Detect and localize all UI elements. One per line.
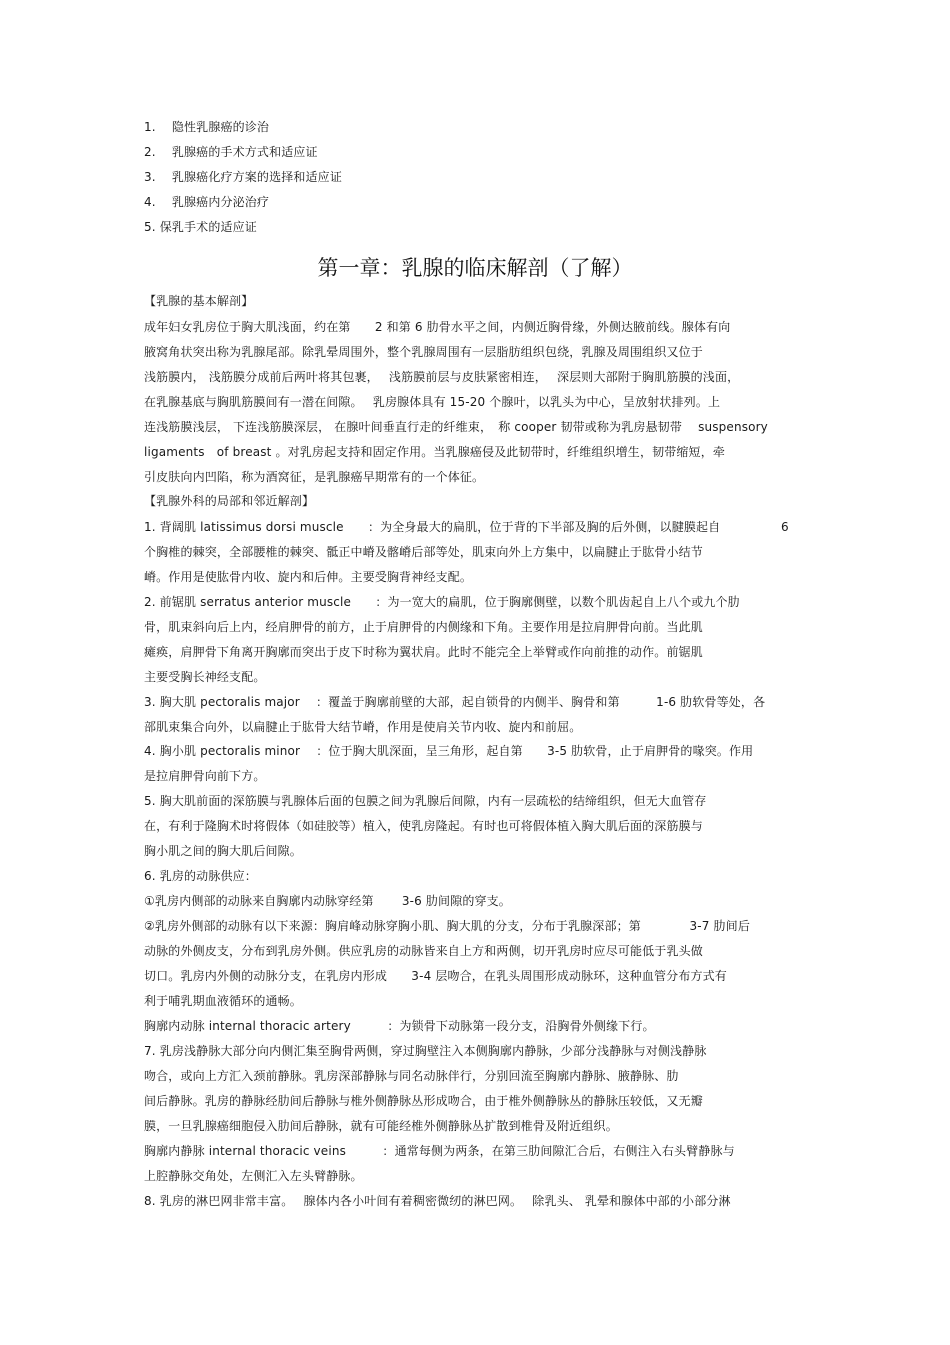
- section-heading: 【乳腺外科的局部和邻近解剖】: [144, 494, 315, 508]
- paragraph-line: 腋窝角状突出称为乳腺尾部。除乳晕周围外，整个乳腺周围有一层脂肪组织包绕，乳腺及周围组织又位于: [144, 345, 703, 359]
- paragraph-line: 间后静脉。乳房的静脉经肋间后静脉与椎外侧静脉丛形成吻合，由于椎外侧静脉丛的静脉压较低，又无瓣: [144, 1094, 703, 1108]
- paragraph-line: 吻合，或向上方汇入颈前静脉。乳房深部静脉与同名动脉伴行，分别回流至胸廓内静脉、腋静脉、肋: [144, 1069, 679, 1083]
- paragraph-line: 胸廓内静脉 internal thoracic veins ：通常每侧为两条，在第三肋间隙汇合后，右侧注入右头臂静脉与: [144, 1144, 735, 1158]
- paragraph-line: 7. 乳房浅静脉大部分向内侧汇集至胸骨两侧，穿过胸壁注入本侧胸廓内静脉，少部分浅静脉与对侧浅静脉: [144, 1044, 707, 1058]
- paragraph-line: 胸廓内动脉 internal thoracic artery ：为锁骨下动脉第一段分支，沿胸骨外侧缘下行。: [144, 1019, 655, 1033]
- paragraph-line: 胸小肌之间的胸大肌后间隙。: [144, 844, 302, 858]
- chapter-title: 第一章：乳腺的临床解剖（了解）: [317, 256, 633, 280]
- toc-item: 1. 隐性乳腺癌的诊治: [144, 120, 270, 134]
- paragraph-line: 4. 胸小肌 pectoralis minor ：位于胸大肌深面，呈三角形，起自第 3-5 肋软骨，止于肩胛骨的喙突。作用: [144, 744, 754, 758]
- paragraph-line: 浅筋膜内， 浅筋膜分成前后两叶将其包裹， 浅筋膜前层与皮肤紧密相连， 深层则大部附于胸肌筋膜的浅面，: [144, 370, 740, 384]
- paragraph-line: ①乳房内侧部的动脉来自胸廓内动脉穿经第 3-6 肋间隙的穿支。: [144, 894, 511, 908]
- paragraph-line: 在，有利于隆胸术时将假体（如硅胶等）植入，使乳房隆起。有时也可将假体植入胸大肌后面的深筋膜与: [144, 819, 703, 833]
- paragraph-line: 膜，一旦乳腺癌细胞侵入肋间后静脉，就有可能经椎外侧静脉丛扩散到椎骨及附近组织。: [144, 1119, 618, 1133]
- paragraph-line: 动脉的外侧皮支，分布到乳房外侧。供应乳房的动脉皆来自上方和两侧，切开乳房时应尽可能低于乳头做: [144, 944, 703, 958]
- paragraph-line: 是拉肩胛骨向前下方。: [144, 769, 266, 783]
- paragraph-line: 5. 胸大肌前面的深筋膜与乳腺体后面的包膜之间为乳腺后间隙，内有一层疏松的结缔组织，但无大血管存: [144, 794, 707, 808]
- paragraph-line: 3. 胸大肌 pectoralis major ：覆盖于胸廓前壁的大部，起自锁骨的内侧半、胸骨和第 1-6 肋软骨等处，各: [144, 695, 766, 709]
- paragraph-line: 成年妇女乳房位于胸大肌浅面，约在第 2 和第 6 肋骨水平之间，内侧近胸骨缘，外侧达腋前线。腺体有向: [144, 320, 731, 334]
- toc-item: 4. 乳腺癌内分泌治疗: [144, 195, 270, 209]
- paragraph-line: 嵴。作用是使肱骨内收、旋内和后伸。主要受胸背神经支配。: [144, 570, 473, 584]
- paragraph-line: 在乳腺基底与胸肌筋膜间有一潜在间隙。 乳房腺体具有 15-20 个腺叶，以乳头为中心，呈放射状排列。上: [144, 395, 721, 409]
- paragraph-line: ligaments of breast 。对乳房起支持和固定作用。当乳腺癌侵及此韧带时，纤维组织增生，韧带缩短，牵: [144, 445, 726, 459]
- section-heading: 【乳腺的基本解剖】: [144, 294, 254, 308]
- paragraph-line: ②乳房外侧部的动脉有以下来源：胸肩峰动脉穿胸小肌、胸大肌的分支，分布于乳腺深部；第 3-7 肋间后: [144, 919, 750, 933]
- paragraph-line: 1. 背阔肌 latissimus dorsi muscle ：为全身最大的扁肌，位于背的下半部及胸的后外侧，以腱膜起自 6: [144, 520, 789, 534]
- paragraph-line: 切口。乳房内外侧的动脉分支，在乳房内形成 3-4 层吻合，在乳头周围形成动脉环，这种血管分布方式有: [144, 969, 727, 983]
- paragraph-line: 骨，肌束斜向后上内，经肩胛骨的前方，止于肩胛骨的内侧缘和下角。主要作用是拉肩胛骨向前。当此肌: [144, 620, 703, 634]
- paragraph-line: 部肌束集合向外，以扁腱止于肱骨大结节嵴，作用是使肩关节内收、旋内和前屈。: [144, 720, 582, 734]
- paragraph-line: 连浅筋膜浅层， 下连浅筋膜深层， 在腺叶间垂直行走的纤维束， 称 cooper 韧带或称为乳房悬韧带 suspensory: [144, 420, 768, 434]
- paragraph-line: 利于哺乳期血液循环的通畅。: [144, 994, 302, 1008]
- paragraph-line: 8. 乳房的淋巴网非常丰富。 腺体内各小叶间有着稠密微纫的淋巴网。 除乳头、 乳晕和腺体中部的小部分淋: [144, 1194, 731, 1208]
- paragraph-line: 6. 乳房的动脉供应：: [144, 869, 257, 883]
- paragraph-line: 主要受胸长神经支配。: [144, 670, 266, 684]
- paragraph-line: 上腔静脉交角处，左侧汇入左头臂静脉。: [144, 1169, 363, 1183]
- paragraph-line: 个胸椎的棘突，全部腰椎的棘突、骶正中嵴及髂嵴后部等处，肌束向外上方集中，以扁腱止于肱骨小结节: [144, 545, 703, 559]
- toc-item: 3. 乳腺癌化疗方案的选择和适应证: [144, 170, 342, 184]
- toc-item: 2. 乳腺癌的手术方式和适应证: [144, 145, 318, 159]
- paragraph-line: 2. 前锯肌 serratus anterior muscle ：为一宽大的扁肌，位于胸廓侧壁，以数个肌齿起自上八个或九个肋: [144, 595, 740, 609]
- toc-item: 5. 保乳手术的适应证: [144, 220, 257, 234]
- paragraph-line: 瘫痪，肩胛骨下角离开胸廓而突出于皮下时称为翼状肩。此时不能完全上举臂或作向前推的动作。前锯肌: [144, 645, 703, 659]
- paragraph-line: 引皮肤向内凹陷，称为酒窝征，是乳腺癌早期常有的一个体征。: [144, 470, 485, 484]
